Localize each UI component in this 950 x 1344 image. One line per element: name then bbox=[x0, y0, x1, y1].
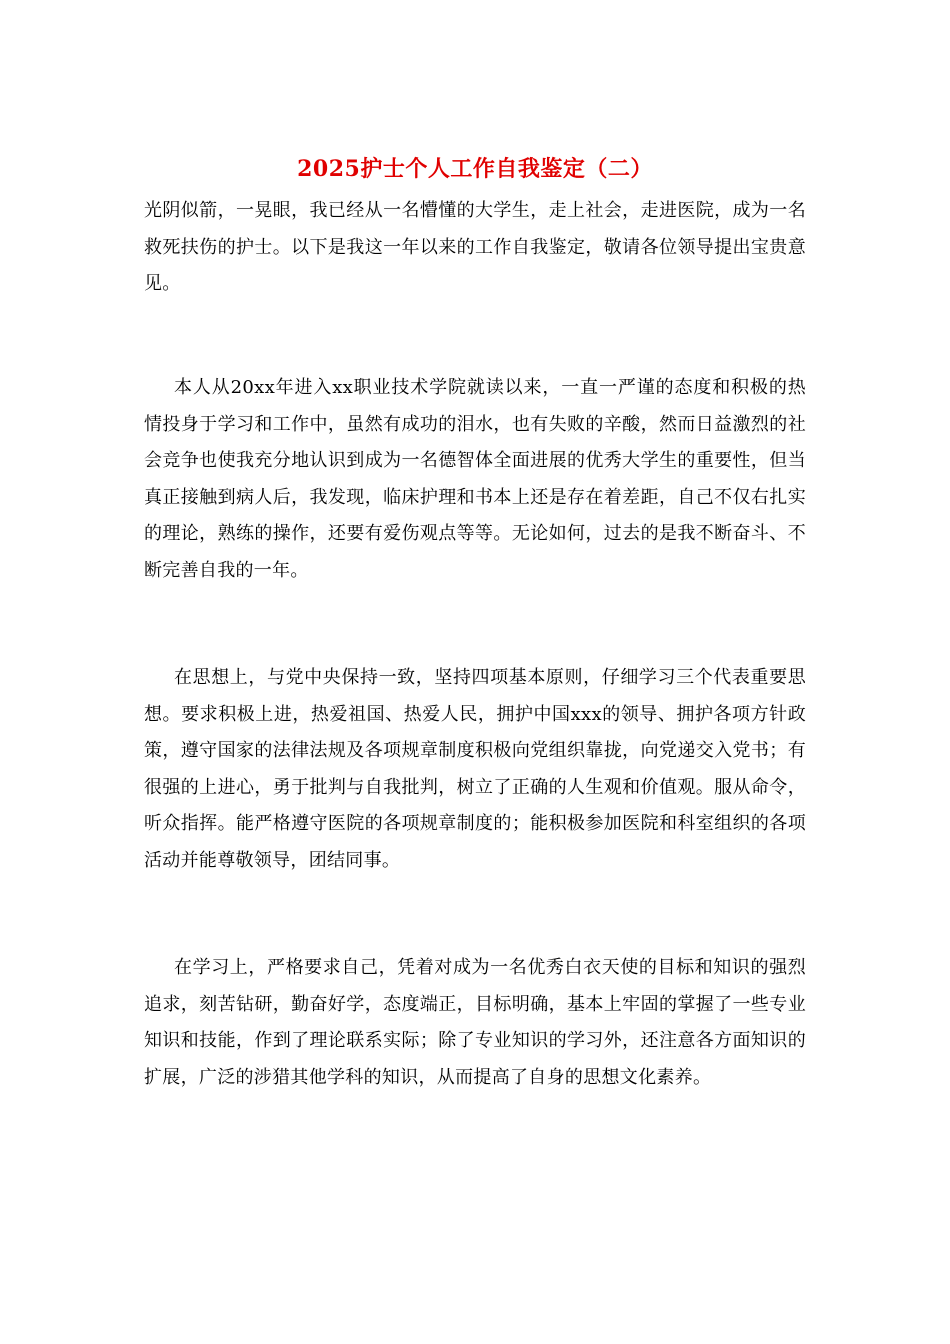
paragraph-text: 在思想上，与党中央保持一致，坚持四项基本原则，仔细学习三个代表重要思想。要求积极上进，热爱祖国、热爱人民，拥护中国xxx的领导、拥护各项方针政策，遵守国家的法律法规及各项规章制度积极向党组织靠拢，向党递交入党书；有很强的上进心，勇于批判与自我批判，树立了正确的人生观和价值观。服从命令，听众指挥。能严格遵守医院的各项规章制度的；能积极参加医院和科室组织的各项活动并能尊敬领导，团结同事。 bbox=[144, 667, 806, 871]
document-title: 2025护士个人工作自我鉴定（二） bbox=[297, 156, 653, 182]
paragraph-text: 光阴似箭，一晃眼，我已经从一名懵懂的大学生，走上社会，走进医院，成为一名救死扶伤的护士。以下是我这一年以来的工作自我鉴定，敬请各位领导提出宝贵意见。 bbox=[144, 200, 806, 294]
paragraph-text: 本人从20xx年进入xx职业技术学院就读以来，一直一严谨的态度和积极的热情投身于学习和工作中，虽然有成功的泪水，也有失败的辛酸，然而日益激烈的社会竞争也使我充分地认识到成为一名德智体全面进展的优秀大学生的重要性，但当真正接触到病人后，我发现，临床护理和书本上还是存在着差距，自己不仅右扎实的理论，熟练的操作，还要有爱伤观点等等。无论如何，过去的是我不断奋斗、不断完善自我的一年。 bbox=[144, 377, 806, 581]
paragraph-learning bbox=[144, 950, 806, 1096]
paragraph-text: 在学习上，严格要求自己，凭着对成为一名优秀白衣天使的目标和知识的强烈追求，刻苦钻研，勤奋好学，态度端正，目标明确，基本上牢固的掌握了一些专业知识和技能，作到了理论联系实际；除了专业知识的学习外，还注意各方面知识的扩展，广泛的涉猎其他学科的知识，从而提高了自身的思想文化素养。 bbox=[144, 957, 806, 1088]
paragraph-study-history bbox=[144, 370, 806, 589]
paragraph-intro bbox=[144, 193, 806, 303]
paragraph-ideology bbox=[144, 660, 806, 879]
